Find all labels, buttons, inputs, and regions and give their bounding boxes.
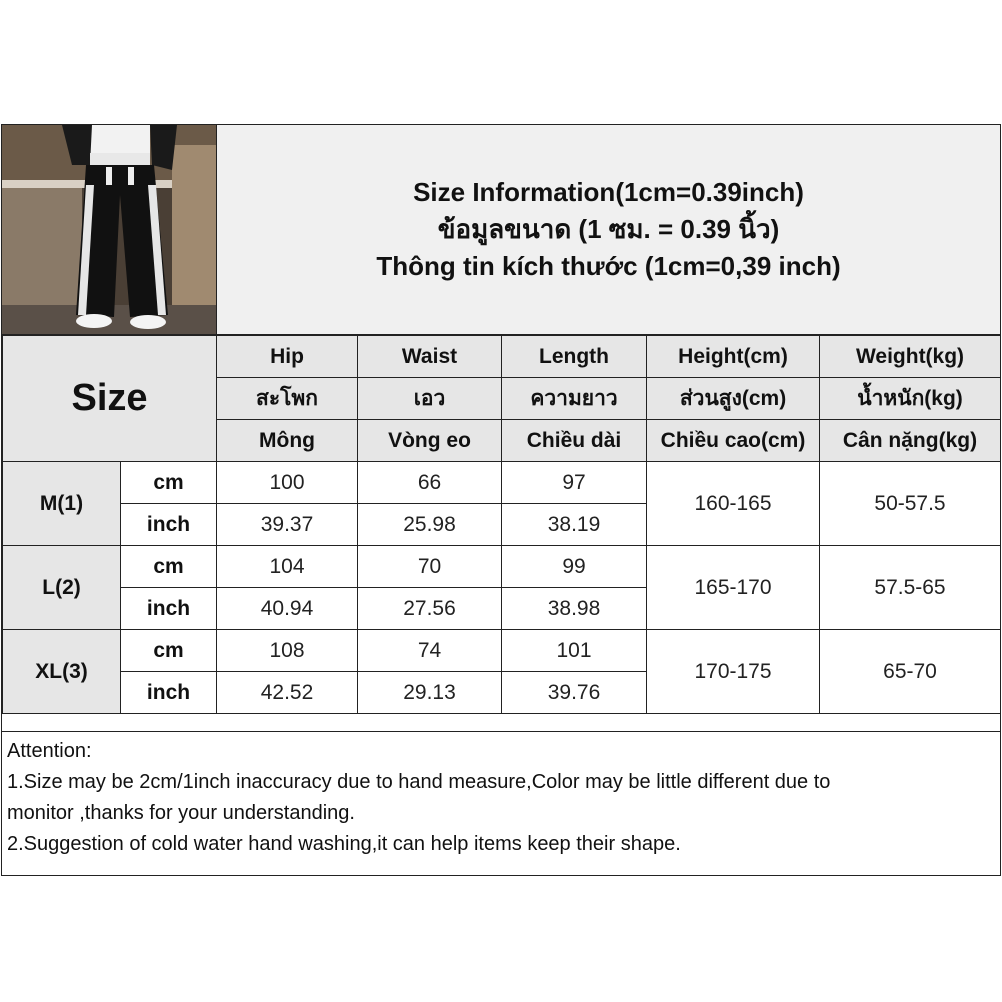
- cell-waist-cm: 74: [358, 630, 502, 672]
- cell-waist-inch: 29.13: [358, 672, 502, 714]
- unit-inch: inch: [121, 672, 217, 714]
- col-length-vi: Chiều dài: [502, 420, 647, 462]
- col-height-en: Height(cm): [647, 336, 820, 378]
- size-info-title: [217, 125, 1000, 335]
- title-vietnamese: Thông tin kích thước (1cm=0,39 inch): [376, 251, 841, 281]
- cell-weight: 57.5-65: [820, 546, 1001, 630]
- table-row: [3, 546, 1001, 588]
- col-hip-en: Hip: [217, 336, 358, 378]
- col-hip-th: สะโพก: [217, 378, 358, 420]
- cell-height: 170-175: [647, 630, 820, 714]
- cell-waist-cm: 66: [358, 462, 502, 504]
- table-row: [3, 630, 1001, 672]
- col-length-en: Length: [502, 336, 647, 378]
- cell-length-inch: 38.98: [502, 588, 647, 630]
- cell-hip-inch: 39.37: [217, 504, 358, 546]
- cell-hip-inch: 42.52: [217, 672, 358, 714]
- col-waist-th: เอว: [358, 378, 502, 420]
- cell-weight: 50-57.5: [820, 462, 1001, 546]
- unit-cm: cm: [121, 630, 217, 672]
- cell-weight: 65-70: [820, 630, 1001, 714]
- attention-notes: [2, 731, 1000, 875]
- cell-hip-inch: 40.94: [217, 588, 358, 630]
- product-photo-image: [2, 125, 216, 334]
- unit-inch: inch: [121, 504, 217, 546]
- table-row: [3, 462, 1001, 504]
- col-length-th: ความยาว: [502, 378, 647, 420]
- header-row-english: [3, 336, 1001, 378]
- cell-waist-cm: 70: [358, 546, 502, 588]
- cell-hip-cm: 104: [217, 546, 358, 588]
- unit-cm: cm: [121, 546, 217, 588]
- notes-line: monitor ,thanks for your understanding.: [7, 802, 355, 824]
- cell-length-inch: 39.76: [502, 672, 647, 714]
- cell-length-inch: 38.19: [502, 504, 647, 546]
- col-height-th: ส่วนสูง(cm): [647, 378, 820, 420]
- cell-hip-cm: 108: [217, 630, 358, 672]
- col-weight-en: Weight(kg): [820, 336, 1001, 378]
- cell-height: 160-165: [647, 462, 820, 546]
- col-weight-vi: Cân nặng(kg): [820, 420, 1001, 462]
- size-header: Size: [3, 336, 217, 462]
- cell-waist-inch: 27.56: [358, 588, 502, 630]
- product-photo: [2, 125, 217, 335]
- title-thai: ข้อมูลขนาด (1 ซม. = 0.39 นิ้ว): [437, 214, 780, 244]
- cell-length-cm: 99: [502, 546, 647, 588]
- cell-length-cm: 101: [502, 630, 647, 672]
- cell-waist-inch: 25.98: [358, 504, 502, 546]
- cell-height: 165-170: [647, 546, 820, 630]
- title-english: Size Information(1cm=0.39inch): [413, 177, 804, 207]
- col-hip-vi: Mông: [217, 420, 358, 462]
- size-table: [2, 335, 1001, 714]
- size-label-l: L(2): [3, 546, 121, 630]
- size-chart: [1, 124, 1001, 876]
- notes-line: 2.Suggestion of cold water hand washing,it can help items keep their shape.: [7, 833, 681, 855]
- cell-length-cm: 97: [502, 462, 647, 504]
- col-waist-en: Waist: [358, 336, 502, 378]
- cell-hip-cm: 100: [217, 462, 358, 504]
- size-label-xl: XL(3): [3, 630, 121, 714]
- col-waist-vi: Vòng eo: [358, 420, 502, 462]
- col-weight-th: น้ำหนัก(kg): [820, 378, 1001, 420]
- notes-line: 1.Size may be 2cm/1inch inaccuracy due to hand measure,Color may be little different due to: [7, 771, 831, 793]
- unit-inch: inch: [121, 588, 217, 630]
- unit-cm: cm: [121, 462, 217, 504]
- notes-heading: Attention:: [7, 740, 92, 762]
- col-height-vi: Chiều cao(cm): [647, 420, 820, 462]
- size-label-m: M(1): [3, 462, 121, 546]
